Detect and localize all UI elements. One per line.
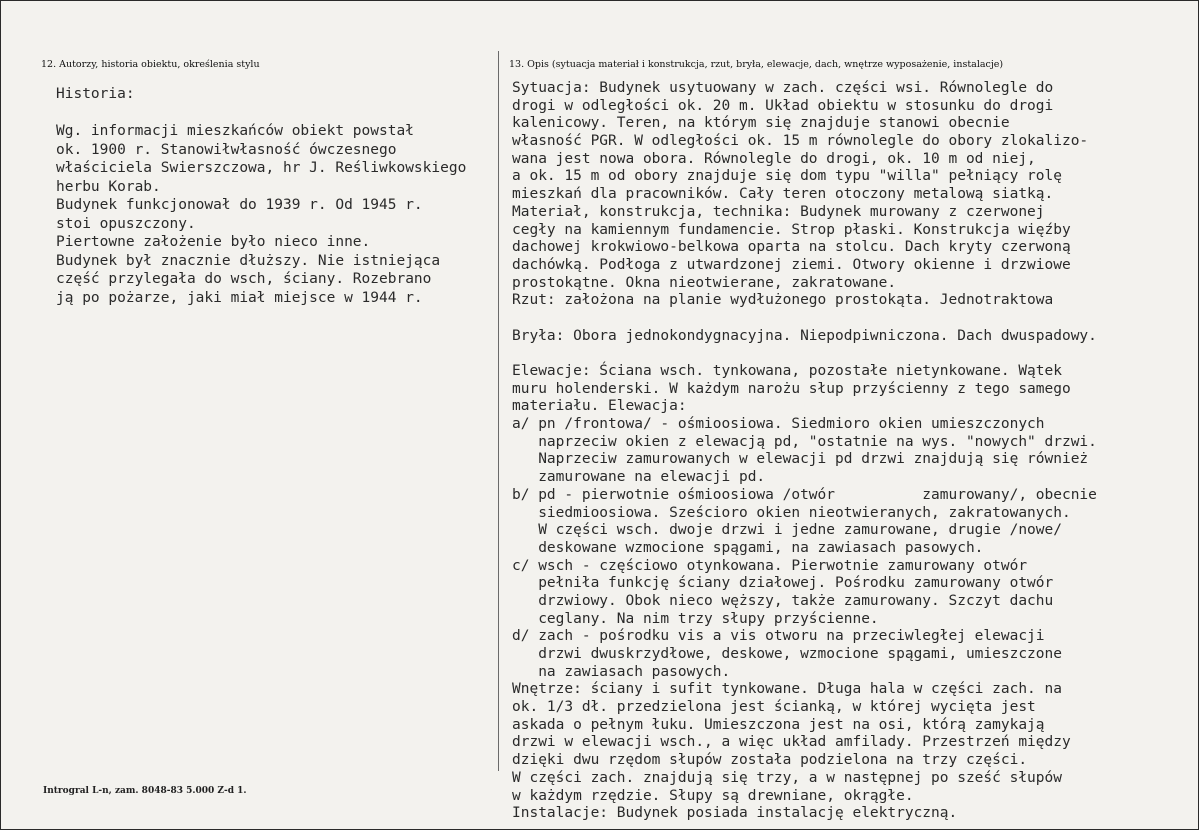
text-line: ją po pożarze, jaki miał miejsce w 1944 r.: [56, 289, 423, 306]
text-line: Rzut: założona na planie wydłużonego prostokąta. Jednotraktowa: [512, 292, 1054, 309]
text-line: drogi w odległości ok. 20 m. Układ obiektu w stosunku do drogi: [512, 97, 1054, 114]
text-line: zamurowane na elewacji pd.: [512, 469, 766, 486]
text-line: pełniła funkcję ściany działowej. Pośrodku zamurowany otwór: [512, 575, 1054, 592]
text-line: Budynek był znacznie dłuższy. Nie istniejąca: [56, 252, 441, 269]
text-line: własność PGR. W odległości ok. 15 m równolegle do obory zlokalizo-: [512, 133, 1089, 150]
section-13-header: 13. Opis (sytuacja materiał i konstrukcja, rzut, bryła, elewacje, dach, wnętrze wyposażenie, instalacje): [509, 59, 1004, 70]
text-line: część przylegała do wsch, ściany. Rozebrano: [56, 271, 432, 287]
text-line: naprzeciw okien z elewacją pd, "ostatnie na wys. "nowych" drzwi.: [512, 433, 1097, 450]
print-footer: Introgral L-n, zam. 8048-83 5.000 Z-d 1.: [43, 786, 247, 796]
history-text: [56, 85, 466, 307]
section-12-header: 12. Autorzy, historia obiektu, określenia stylu: [41, 59, 260, 70]
text-line: [56, 104, 466, 123]
text-line: Historia:: [56, 86, 135, 102]
text-line: Sytuacja: Budynek usytuowany w zach. części wsi. Równolegle do: [512, 80, 1054, 96]
text-line: ceglany. Na nim trzy słupy przyścienne.: [512, 610, 879, 627]
text-line: b/ pd - pierwotnie ośmioosiowa /otwór zamurowany/, obecnie: [512, 486, 1097, 503]
text-line: drzwi w elewacji wsch., a więc układ amfilady. Przestrzeń między: [512, 734, 1071, 751]
text-line: Piertowne założenie było nieco inne.: [56, 234, 371, 250]
text-line: siedmioosiowa. Sześcioro okien nieotwieranych, zakratowanych.: [512, 504, 1071, 521]
text-line: mieszkań dla pracowników. Cały teren otoczony metalową siatką.: [512, 186, 1054, 203]
text-line: c/ wsch - częściowo otynkowana. Pierwotnie zamurowany otwór: [512, 557, 1028, 574]
text-line: w każdym rzędzie. Słupy są drewniane, okrągłe.: [512, 787, 914, 804]
text-line: deskowane wzmocione spągami, na zawiasach pasowych.: [512, 539, 984, 556]
text-line: Budynek funkcjonował do 1939 r. Od 1945 r.: [56, 197, 423, 213]
text-line: dachowej krokwiowo-belkowa oparta na stolcu. Dach kryty czerwoną: [512, 239, 1071, 256]
column-divider: [498, 51, 499, 771]
text-line: [512, 345, 1097, 363]
text-line: Wg. informacji mieszkańców obiekt powstał: [56, 123, 414, 139]
text-line: dzięki dwu rzędom słupów została podzielona na trzy części.: [512, 752, 1028, 769]
text-line: drzwi dwuskrzydłowe, deskowe, wzmocione spągami, umieszczone: [512, 646, 1062, 662]
text-line: muru holenderski. W każdym narożu słup przyścienny z tego samego: [512, 380, 1071, 397]
text-line: wana jest nowa obora. Równolegle do drogi, ok. 10 m od niej,: [512, 150, 1036, 167]
text-line: prostokątne. Okna nieotwierane, zakratowane.: [512, 274, 897, 291]
text-line: dachówką. Podłoga z utwardzonej ziemi. Otwory okienne i drzwiowe: [512, 256, 1071, 273]
text-line: a ok. 15 m od obory znajduje się dom typu "willa" pełniący rolę: [512, 168, 1062, 185]
text-line: a/ pn /frontowa/ - ośmioosiowa. Siedmioro okien umieszczonych: [512, 416, 1045, 433]
text-line: drzwiowy. Obok nieco węższy, także zamurowany. Szczyt dachu: [512, 592, 1054, 609]
description-text: [512, 80, 1097, 823]
text-line: W części zach. znajdują się trzy, a w następnej po sześć słupów: [512, 769, 1062, 786]
text-line: askada o pełnym łuku. Umieszczona jest na osi, którą zamykają: [512, 716, 1045, 733]
text-line: ok. 1900 r. Stanowiłwłasność ówczesnego: [56, 141, 397, 158]
text-line: właściciela Swierszczowa, hr J. Reśliwkowskiego: [56, 160, 467, 176]
text-line: Materiał, konstrukcja, technika: Budynek murowany z czerwonej: [512, 203, 1045, 220]
text-line: na zawiasach pasowych.: [512, 663, 731, 680]
text-line: d/ zach - pośrodku vis a vis otworu na przeciwległej elewacji: [512, 628, 1045, 645]
text-line: Elewacje: Ściana wsch. tynkowana, pozostałe nietynkowane. Wątek: [512, 363, 1062, 379]
text-line: cegły na kamiennym fundamencie. Strop płaski. Konstrukcja więźby: [512, 221, 1071, 238]
text-line: Bryła: Obora jednokondygnacyjna. Niepodpiwniczona. Dach dwuspadowy.: [512, 327, 1097, 344]
text-line: [512, 310, 1097, 328]
text-line: Instalacje: Budynek posiada instalację elektryczną.: [512, 805, 958, 822]
text-line: ok. 1/3 dł. przedzielona jest ścianką, w której wycięta jest: [512, 699, 1036, 716]
text-line: Wnętrze: ściany i sufit tynkowane. Długa hala w części zach. na: [512, 681, 1062, 698]
text-line: materiału. Elewacja:: [512, 398, 687, 415]
text-line: kalenicowy. Teren, na którym się znajduje stanowi obecnie: [512, 115, 1010, 132]
text-line: stoi opuszczony.: [56, 215, 196, 232]
text-line: herbu Korab.: [56, 178, 161, 195]
text-line: Naprzeciw zamurowanych w elewacji pd drzwi znajdują się również: [512, 451, 1089, 468]
text-line: W części wsch. dwoje drzwi i jedne zamurowane, drugie /nowe/: [512, 522, 1062, 539]
